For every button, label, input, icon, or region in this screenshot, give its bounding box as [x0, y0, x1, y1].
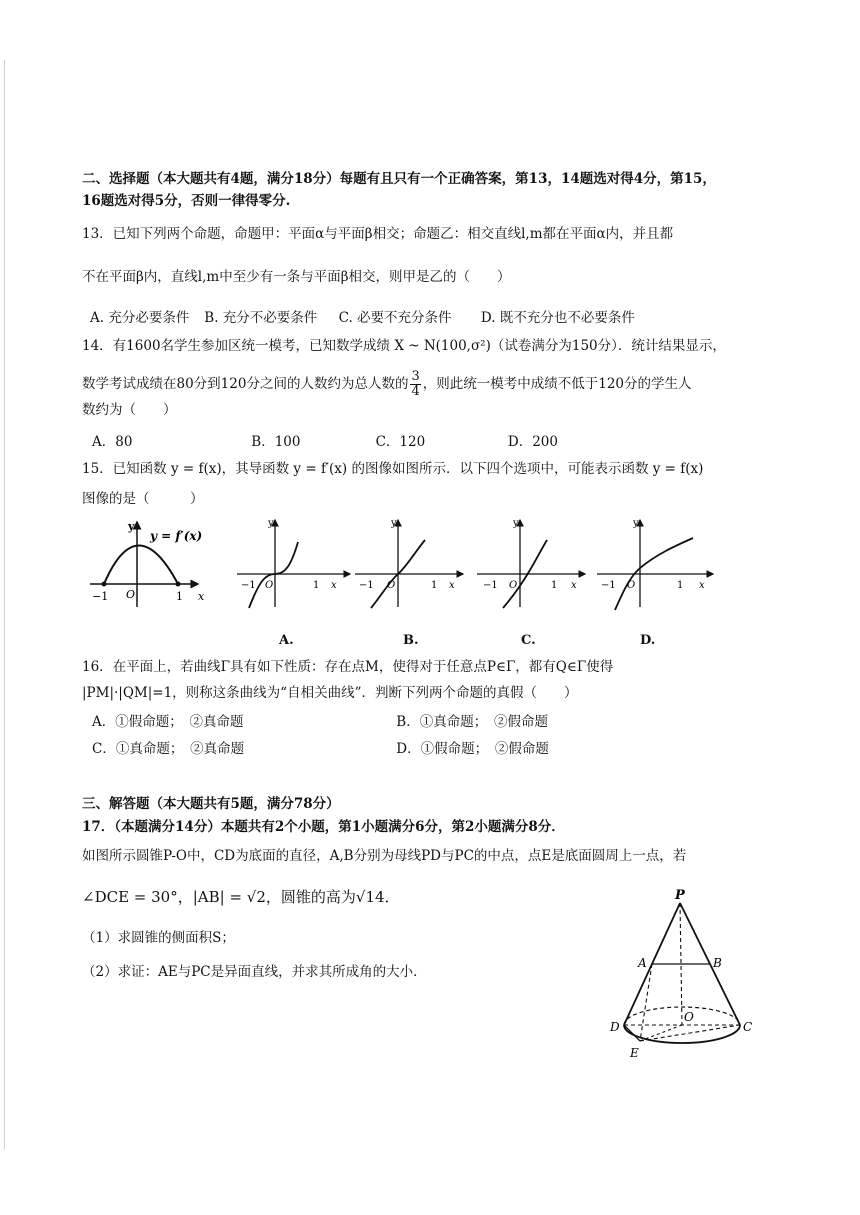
graph-c-origin: O [509, 580, 518, 591]
derivative-tick-1: 1 [176, 590, 183, 603]
derivative-origin: O [126, 588, 136, 601]
graph-a-origin: O [265, 580, 274, 591]
derivative-graph [90, 520, 205, 607]
derivative-x-label: x [198, 590, 205, 603]
graph-a-tick-neg1: −1 [241, 580, 256, 591]
q15-graphs [80, 512, 720, 612]
graph-c-tick-1: 1 [551, 580, 558, 591]
graph-c-x-label: x [571, 580, 577, 591]
derivative-point-right [176, 582, 181, 587]
q15-line2: 图像的是（ ） [82, 491, 204, 507]
q17-line3: ∠DCE = 30°，|AB| = √2，圆锥的高为√14． [82, 888, 400, 906]
q13-option-c: C. 必要不充分条件 [338, 310, 452, 326]
graph-d-y-label: y [633, 518, 639, 529]
cone-label-o: O [684, 1010, 694, 1024]
q15-graph-c [477, 518, 585, 608]
q14-line2-after: ，则此统一模考中成绩不低于120分的学生人 [422, 376, 692, 392]
q13-options [90, 306, 635, 326]
cone-label-d: D [610, 1020, 620, 1034]
q14-line3: 数约为（ ） [82, 402, 177, 418]
graph-d-x-label: x [699, 580, 705, 591]
cone-label-p: P [675, 888, 685, 903]
q16-options-row1 [92, 710, 548, 730]
q13-line1: 13．已知下列两个命题，命题甲：平面α与平面β相交；命题乙：相交直线l,m都在平面α内，并且都 [82, 226, 674, 242]
graph-b-y-label: y [391, 518, 397, 529]
q14-frac-num: 3 [411, 369, 420, 384]
q13-option-a: A. 充分必要条件 [90, 310, 190, 326]
q16-option-d: D．①假命题； ②假命题 [396, 741, 549, 757]
page-edge [4, 60, 5, 1150]
section3-header: 三、解答题（本大题共有5题，满分78分） [82, 796, 340, 812]
graph-c-y-label: y [513, 518, 519, 529]
cone-label-b: B [713, 956, 722, 970]
q13-option-d: D. 既不充分也不必要条件 [480, 310, 635, 326]
graph-d-origin: O [627, 580, 636, 591]
q14-option-d: D．200 [507, 434, 558, 450]
q16-line1: 16．在平面上，若曲线Γ具有如下性质：存在点M，使得对于任意点P∈Γ，都有Q∈Γ使得 [82, 659, 614, 675]
cone-label-a: A [638, 956, 647, 970]
derivative-tick-neg1: −1 [92, 590, 109, 603]
graph-a-y-label: y [268, 518, 274, 529]
graph-b-tick-1: 1 [431, 580, 438, 591]
q14-options [92, 430, 558, 450]
q14-line1: 14．有1600名学生参加区统一模考，已知数学成绩 X ~ N(100,σ²)（试卷满分为150分）．统计结果显示， [82, 338, 726, 354]
q14-option-c: C．120 [375, 434, 426, 450]
q14-option-b: B．100 [251, 434, 301, 450]
q13-option-b: B. 充分不必要条件 [204, 310, 318, 326]
derivative-y-label: y [128, 520, 135, 533]
cone-segment-ec [640, 1025, 740, 1041]
q16-option-a: A．①假命题； ②真命题 [92, 714, 244, 730]
q15-graph-a [237, 518, 350, 608]
section2-header-line1: 二、选择题（本大题共有4题，满分18分）每题有且只有一个正确答案，第13，14题选对得4分，第15， [82, 171, 716, 187]
graph-a-x-label: x [331, 580, 337, 591]
q16-line2: |PM|·|QM|=1，则称这条曲线为“自相关曲线”．判断下列两个命题的真假（ ） [82, 685, 578, 701]
graph-c-tick-neg1: −1 [483, 580, 498, 591]
q15-label-c: C. [521, 633, 536, 648]
cone-label-e: E [630, 1046, 639, 1060]
cone-segment-de [624, 1025, 640, 1041]
q16-option-c: C．①真命题； ②真命题 [92, 741, 245, 757]
q14-option-a: A．80 [92, 434, 133, 450]
derivative-curve-label: y = f′(x) [150, 529, 203, 543]
q17-sub1: （1）求圆锥的侧面积S； [82, 930, 235, 946]
q14-line2 [82, 370, 692, 399]
graph-a-curve [249, 542, 298, 608]
graph-d-tick-1: 1 [677, 580, 684, 591]
q16-option-b: B．①真命题； ②假命题 [396, 714, 548, 730]
q15-line1: 15．已知函数 y = f(x)，其导函数 y = f′(x) 的图像如图所示．以下四个选项中，可能表示函数 y = f(x) [82, 461, 704, 477]
cone-segment-eo [640, 1025, 682, 1041]
q17-sub2: （2）求证：AE与PC是异面直线，并求其所成角的大小． [82, 964, 427, 980]
graph-b-tick-neg1: −1 [359, 580, 374, 591]
q14-line2-before: 数学考试成绩在80分到120分之间的人数约为总人数的 [82, 376, 409, 392]
graph-a-tick-1: 1 [313, 580, 320, 591]
q14-frac-den: 4 [411, 384, 420, 399]
q15-label-b: B. [403, 633, 419, 648]
cone-label-c: C [743, 1020, 753, 1034]
q17-line2: 如图所示圆锥P-O中，CD为底面的直径，A,B分别为母线PD与PC的中点，点E是底面圆周上一点，若 [82, 848, 687, 864]
graph-b-x-label: x [449, 580, 455, 591]
derivative-point-left [102, 582, 107, 587]
graph-d-tick-neg1: −1 [601, 580, 616, 591]
cone-figure [600, 885, 770, 1075]
q15-label-d: D. [640, 633, 656, 648]
graph-b-origin: O [387, 580, 396, 591]
derivative-curve [104, 546, 178, 585]
section2-header-line2: 16题选对得5分，否则一律得零分. [82, 193, 291, 209]
q16-options-row2 [92, 737, 549, 757]
q13-line2: 不在平面β内，直线l,m中至少有一条与平面β相交，则甲是乙的（ ） [82, 269, 511, 285]
q15-graph-d [597, 518, 713, 610]
q17-line1: 17．（本题满分14分）本题共有2个小题，第1小题满分6分，第2小题满分8分． [82, 819, 565, 835]
q15-graph-b [355, 518, 463, 608]
q15-label-a: A. [279, 633, 294, 648]
q14-fraction [410, 370, 420, 399]
